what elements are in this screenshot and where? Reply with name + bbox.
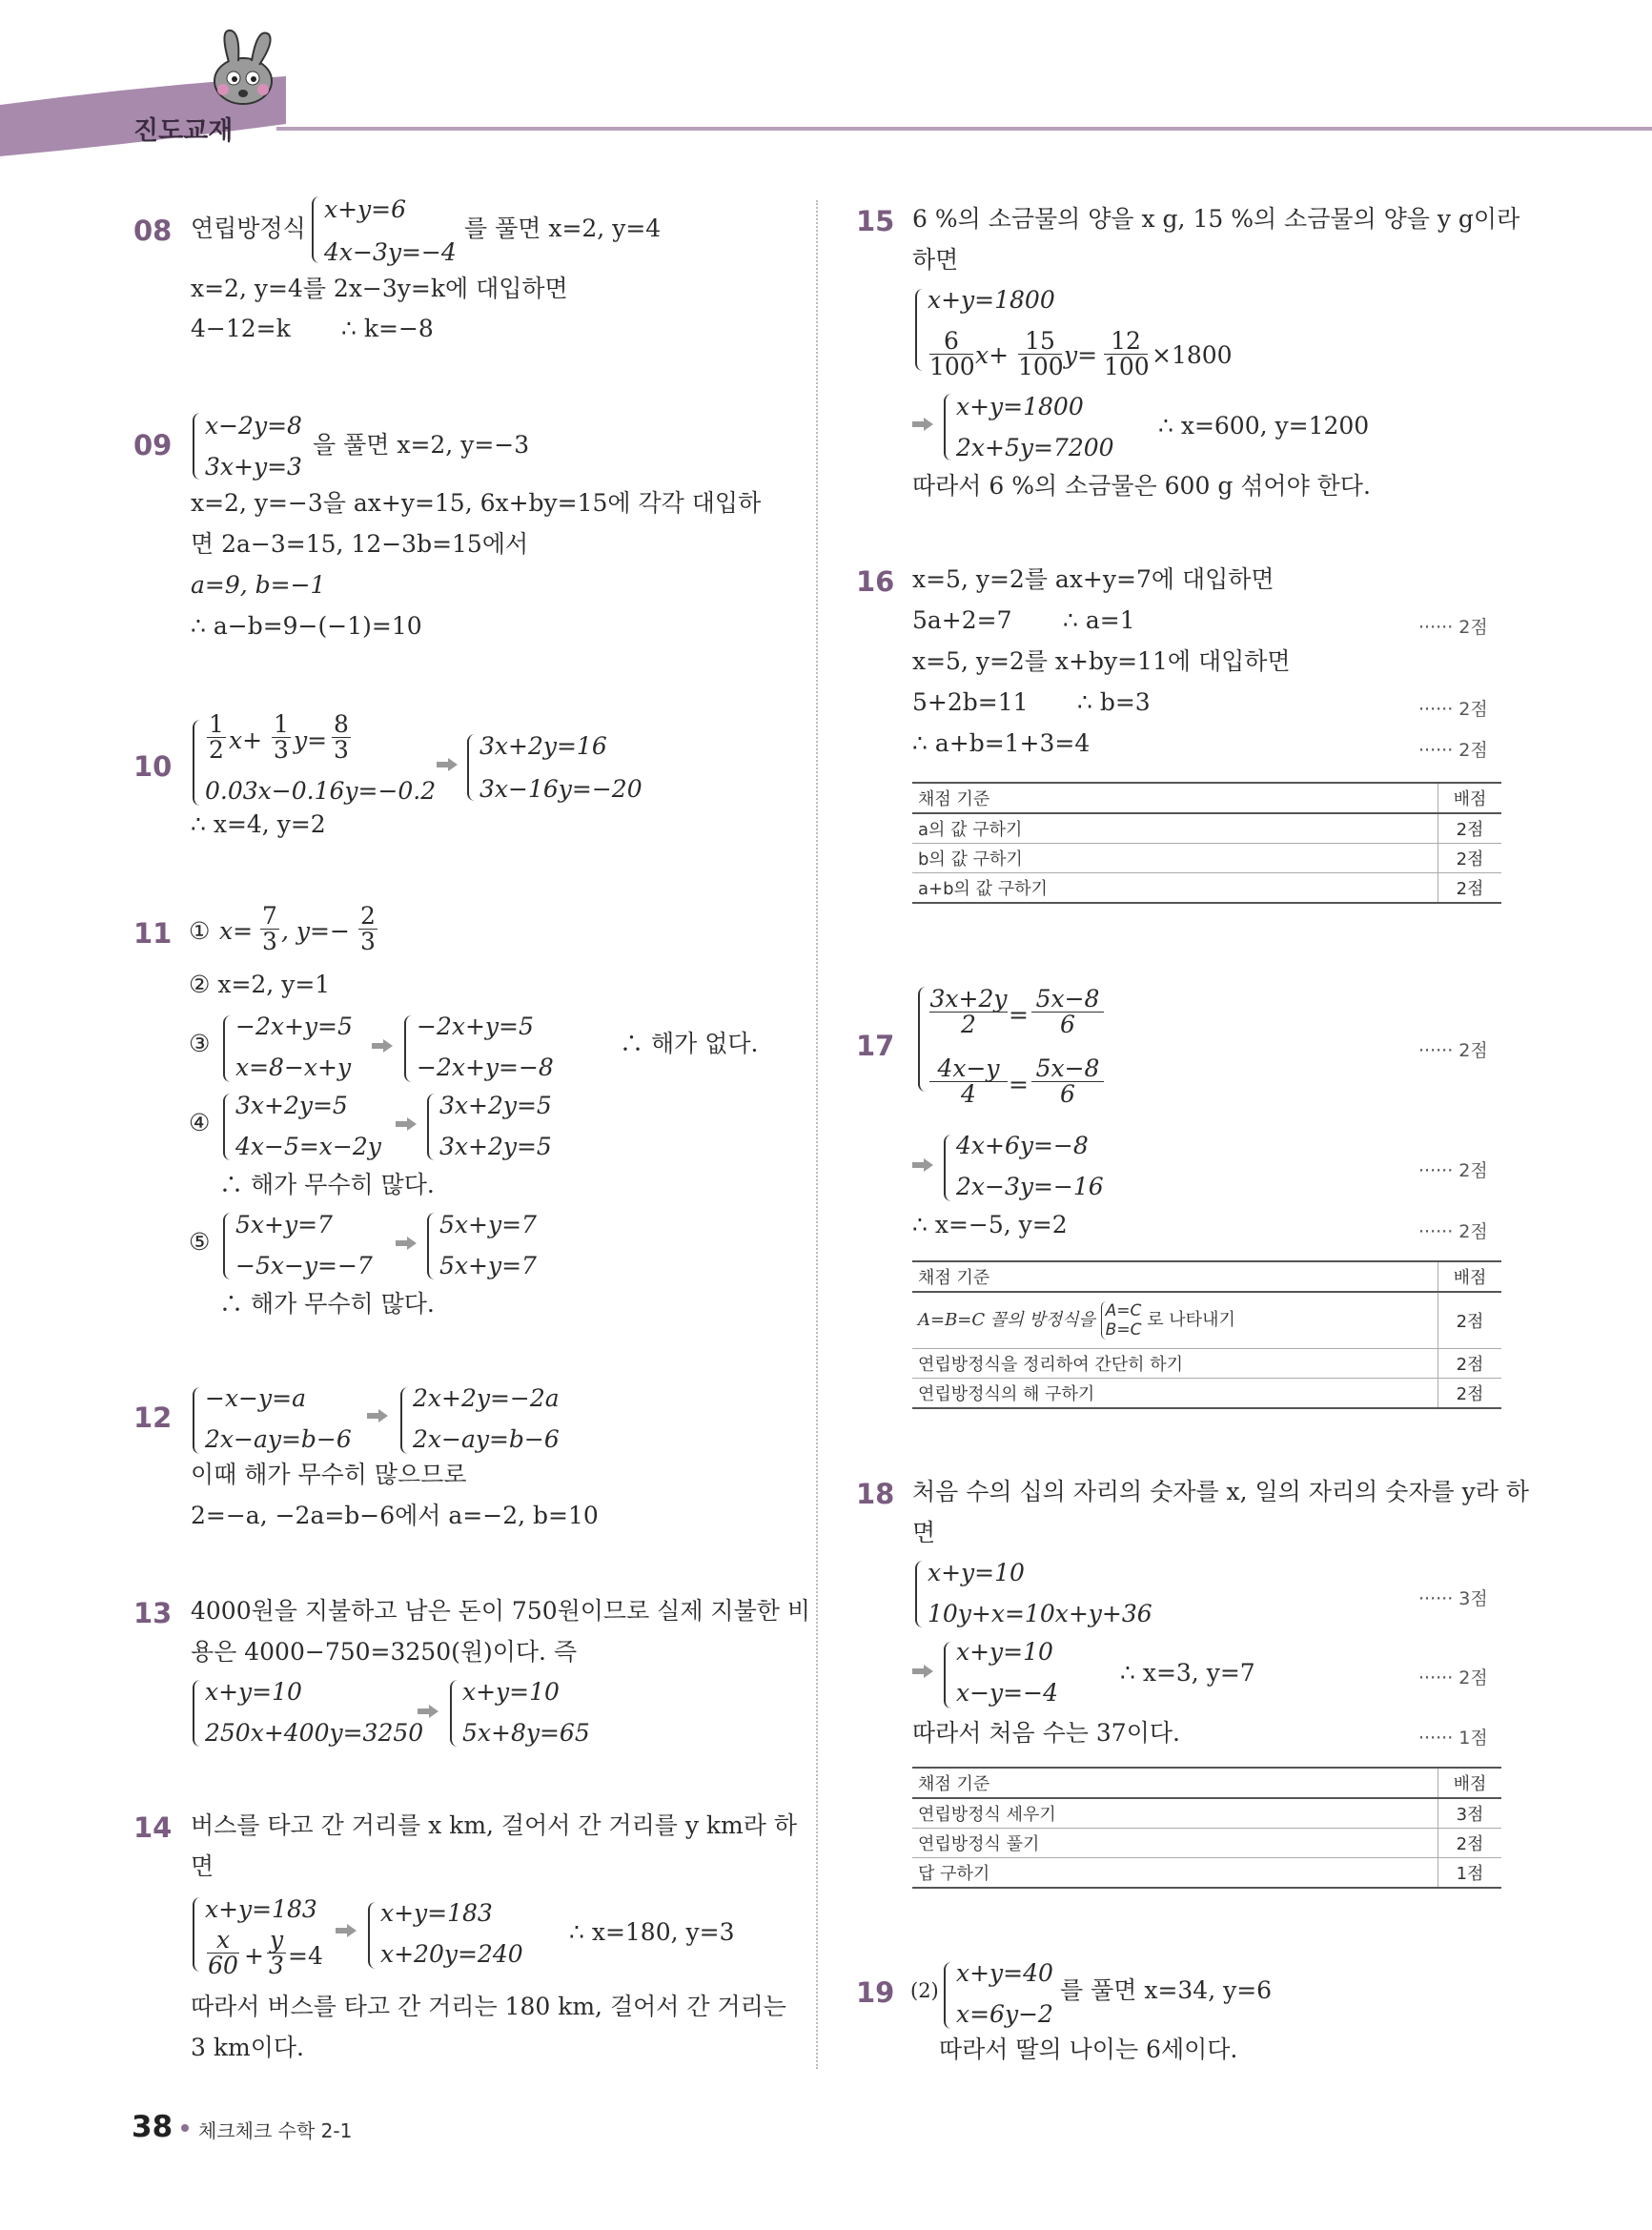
- table-row: [912, 1379, 1501, 1409]
- problem-number: 10: [133, 750, 173, 783]
- equation: x+y=6: [324, 195, 407, 223]
- right-arrow-icon: [367, 1409, 388, 1422]
- choice-marker: ④: [189, 1109, 211, 1136]
- right-arrow-icon: [418, 1705, 438, 1718]
- score-points: ······ 3점: [1418, 1588, 1488, 1609]
- fraction: [207, 712, 226, 763]
- equation: x+y=10: [462, 1678, 560, 1706]
- equation: 2x−ay=b−6: [413, 1425, 560, 1453]
- table-cell: [912, 1292, 1438, 1349]
- equation-part: =: [1009, 1001, 1029, 1029]
- numerator: 8: [334, 710, 349, 738]
- equation-part: ×1800: [1152, 341, 1233, 369]
- text-line: x=5, y=2를 ax+y=7에 대입하면: [912, 565, 1275, 593]
- numerator: 1: [274, 710, 289, 738]
- answer-text: ∴ 해가 무수히 많다.: [219, 1290, 435, 1318]
- answer-text: ∴ 해가 없다.: [620, 1030, 759, 1057]
- score-points: ······ 2점: [1418, 740, 1488, 761]
- system-brace: [193, 1387, 200, 1454]
- table-header: 채점 기준: [912, 1768, 1438, 1798]
- equation: x−y=−4: [956, 1679, 1058, 1707]
- equation: 5x+y=7: [439, 1252, 537, 1279]
- denominator: 6: [1031, 1081, 1104, 1107]
- choice-line: ② x=2, y=1: [189, 971, 331, 998]
- table-cell: 2점: [1438, 813, 1502, 844]
- table-cell: 연립방정식을 정리하여 간단히 하기: [912, 1349, 1438, 1379]
- text-line: 따라서 6 %의 소금물은 600 g 섞어야 한다.: [912, 472, 1371, 500]
- text-line: 6 %의 소금물의 양을 x g, 15 %의 소금물의 양을 y g이라: [912, 205, 1520, 233]
- text-line: 버스를 타고 간 거리를 x km, 걸어서 간 거리를 y km라 하: [191, 1811, 797, 1839]
- text-line: 면: [912, 1519, 936, 1546]
- choice-marker: ①: [189, 917, 211, 945]
- text-line: 처음 수의 십의 자리의 숫자를 x, 일의 자리의 숫자를 y라 하: [912, 1478, 1529, 1505]
- bullet-dot-icon: [181, 2124, 189, 2132]
- table-cell: 2점: [1438, 844, 1502, 873]
- equation: 2x−3y=−16: [956, 1173, 1104, 1200]
- equation: x=8−x+y: [235, 1054, 352, 1081]
- page-number: 38: [132, 2110, 173, 2144]
- equation: x+y=1800: [928, 286, 1055, 314]
- equation: 2x+2y=−2a: [413, 1384, 560, 1412]
- equation: 3x−16y=−20: [479, 775, 642, 803]
- table-cell: 3점: [1438, 1798, 1502, 1829]
- numerator: 7: [262, 902, 277, 930]
- fraction: [929, 987, 1008, 1037]
- text-line: 연립방정식: [191, 215, 306, 242]
- equation-part: x+: [229, 726, 263, 754]
- fraction: [332, 712, 351, 763]
- fraction: [272, 712, 291, 763]
- equation: 4x−3y=−4: [324, 238, 457, 266]
- equation: 5x+y=7: [235, 1211, 333, 1238]
- text-line: 면: [191, 1852, 214, 1880]
- problem-number: 14: [133, 1811, 173, 1844]
- problem-number: 09: [133, 429, 173, 461]
- text-line: 이때 해가 무수히 많으므로: [191, 1461, 467, 1488]
- problem-number: 12: [133, 1401, 173, 1434]
- equation: 3x+2y=5: [439, 1133, 552, 1160]
- fraction: [207, 1928, 239, 1978]
- table-row: [912, 1349, 1501, 1379]
- denominator: 3: [358, 929, 377, 954]
- table-cell: 2점: [1438, 1349, 1502, 1379]
- equation: 250x+400y=3250: [205, 1719, 424, 1747]
- table-cell: b의 값 구하기: [912, 844, 1438, 873]
- equation-part: y=: [294, 726, 328, 754]
- denominator: 2: [207, 737, 226, 763]
- system-brace: [944, 1962, 951, 2029]
- denominator: 3: [260, 929, 279, 954]
- system-brace: [368, 1902, 376, 1969]
- criterion-eq: B=C: [1105, 1320, 1142, 1340]
- right-arrow-icon: [912, 1158, 933, 1172]
- numerator: 3x+2y: [929, 985, 1008, 1013]
- system-brace: [193, 1680, 200, 1747]
- header-rule: [276, 127, 1652, 131]
- table-cell: a의 값 구하기: [912, 813, 1438, 844]
- text-line: ∴ k=−8: [341, 315, 434, 342]
- system-brace: [400, 1387, 408, 1454]
- table-row: [912, 1858, 1501, 1889]
- numerator: 15: [1025, 327, 1055, 355]
- numerator: 12: [1111, 327, 1141, 355]
- numerator: 5x−8: [1035, 1054, 1100, 1082]
- text-line: 따라서 버스를 타고 간 거리는 180 km, 걸어서 간 거리는: [191, 1993, 786, 2020]
- answer-text: ∴ x=600, y=1200: [1158, 412, 1370, 440]
- denominator: 3: [272, 737, 291, 763]
- system-brace: [427, 1094, 435, 1160]
- score-points: ······ 2점: [1418, 1040, 1488, 1061]
- right-arrow-icon: [396, 1237, 417, 1250]
- denominator: 4: [929, 1081, 1008, 1107]
- grading-table: [912, 1767, 1501, 1889]
- table-cell: 연립방정식 세우기: [912, 1798, 1438, 1829]
- text-line: a=9, b=−1: [191, 571, 326, 599]
- numerator: 2: [360, 902, 376, 930]
- equation: x+y=40: [956, 1959, 1053, 1987]
- system-brace: [450, 1680, 458, 1747]
- equation: −x−y=a: [205, 1384, 306, 1412]
- system-brace: [944, 1135, 951, 1201]
- fraction: [1031, 1056, 1104, 1107]
- sub-question-label: (2): [910, 1979, 939, 2002]
- score-points: ······ 2점: [1418, 1221, 1488, 1242]
- score-points: ······ 1점: [1418, 1728, 1488, 1749]
- right-arrow-icon: [437, 758, 458, 771]
- table-cell: a+b의 값 구하기: [912, 873, 1438, 904]
- problem-number: 13: [133, 1597, 173, 1629]
- text-line: 2=−a, −2a=b−6에서 a=−2, b=10: [191, 1502, 599, 1529]
- denominator: 100: [929, 353, 975, 380]
- system-brace: [915, 1561, 923, 1627]
- grading-table: [912, 782, 1501, 904]
- answer-text: ∴ x=3, y=7: [1120, 1659, 1255, 1687]
- equation: x+y=183: [205, 1895, 317, 1923]
- table-header: 배점: [1438, 1261, 1502, 1292]
- equation: 2x−ay=b−6: [205, 1425, 352, 1453]
- right-arrow-icon: [396, 1117, 417, 1131]
- equation: 3x+y=3: [205, 453, 302, 481]
- equation-part: y=: [1064, 341, 1098, 369]
- system-brace: [193, 1897, 200, 1972]
- equation: 4x+6y=−8: [956, 1132, 1089, 1159]
- text-line: 면 2a−3=15, 12−3b=15에서: [191, 530, 529, 558]
- system-brace: [193, 413, 200, 480]
- equation-part: +: [244, 1942, 264, 1970]
- criterion-text: A=B=C 꼴의 방정식을: [918, 1310, 1095, 1330]
- system-brace: [404, 1015, 412, 1082]
- problem-number: 18: [856, 1478, 895, 1510]
- score-points: ······ 2점: [1418, 1160, 1488, 1181]
- equation: 5x+y=7: [439, 1211, 537, 1238]
- table-row: [912, 873, 1501, 904]
- fraction: [929, 329, 973, 379]
- bunny-mascot-icon: [191, 19, 296, 114]
- equation: 2x+5y=7200: [956, 434, 1114, 461]
- table-cell: 답 구하기: [912, 1858, 1438, 1889]
- criterion-text: 로 나타내기: [1147, 1310, 1235, 1330]
- system-brace: [223, 1213, 231, 1279]
- denominator: 3: [332, 737, 351, 763]
- equation: x+y=10: [928, 1559, 1025, 1586]
- problem-number: 08: [133, 215, 173, 247]
- fraction: [260, 904, 279, 954]
- table-header: 채점 기준: [912, 1261, 1438, 1292]
- right-arrow-icon: [912, 418, 933, 431]
- denominator: 100: [1104, 353, 1150, 380]
- table-cell: 1점: [1438, 1858, 1502, 1889]
- grading-table: [912, 1260, 1501, 1409]
- text-line: 용은 4000−750=3250(원)이다. 즉: [191, 1638, 578, 1666]
- equation: x−2y=8: [205, 412, 302, 440]
- right-arrow-icon: [912, 1665, 933, 1678]
- numerator: x: [215, 1926, 231, 1954]
- fraction: [1104, 329, 1148, 379]
- table-header: 배점: [1438, 1768, 1502, 1798]
- table-cell: 2점: [1438, 873, 1502, 904]
- text-line: x=5, y=2를 x+by=11에 대입하면: [912, 647, 1291, 675]
- text-line: x=2, y=4를 2x−3y=k에 대입하면: [191, 275, 568, 302]
- table-header: 채점 기준: [912, 783, 1438, 813]
- fraction: [1031, 987, 1104, 1037]
- equation: x=6y−2: [956, 2000, 1053, 2028]
- table-cell: 2점: [1438, 1292, 1502, 1349]
- equation-part: =4: [288, 1942, 323, 1970]
- text-line: ∴ b=3: [1077, 688, 1151, 716]
- choice-marker: ⑤: [189, 1228, 211, 1256]
- equation: −2x+y=−8: [417, 1054, 554, 1081]
- equation: x+y=10: [956, 1638, 1053, 1666]
- problem-number: 16: [856, 565, 895, 598]
- table-cell: 연립방정식의 해 구하기: [912, 1379, 1438, 1409]
- text-line: 4000원을 지불하고 남은 돈이 750원이므로 실제 지불한 비: [191, 1597, 810, 1625]
- table-row: [912, 813, 1501, 844]
- score-points: ······ 2점: [1418, 617, 1488, 638]
- header-label: 진도교재: [133, 116, 234, 146]
- denominator: 2: [929, 1012, 1008, 1037]
- equation: 5x+8y=65: [462, 1719, 590, 1747]
- equation: −5x−y=−7: [235, 1252, 373, 1279]
- table-row: [912, 1798, 1501, 1829]
- equation-part: x+: [975, 341, 1010, 369]
- criterion-eq: A=C: [1105, 1301, 1142, 1320]
- equation: x+y=1800: [956, 393, 1084, 420]
- text-line: 5+2b=11: [912, 688, 1029, 716]
- system-brace: [944, 1642, 951, 1708]
- table-row: [912, 1292, 1501, 1349]
- numerator: 5x−8: [1035, 985, 1100, 1013]
- fraction: [929, 1056, 1008, 1107]
- table-cell: 2점: [1438, 1379, 1502, 1409]
- text-line: 3 km이다.: [191, 2034, 304, 2061]
- text-line: 따라서 딸의 나이는 6세이다.: [939, 2036, 1238, 2063]
- table-row: [912, 1829, 1501, 1858]
- system-brace: [918, 987, 926, 1092]
- system-brace: [312, 196, 319, 263]
- text-line: 을 풀면 x=2, y=−3: [313, 431, 530, 459]
- text-line: ∴ x=4, y=2: [191, 810, 326, 838]
- score-points: ······ 2점: [1418, 699, 1488, 720]
- table-cell: 2점: [1438, 1829, 1502, 1858]
- text-line: ∴ a+b=1+3=4: [912, 729, 1091, 757]
- system-brace: [193, 720, 200, 806]
- fraction: [358, 904, 377, 954]
- choice-marker: ③: [189, 1030, 211, 1057]
- table-row: [912, 844, 1501, 873]
- equation: 3x+2y=16: [479, 732, 607, 760]
- equation: 3x+2y=5: [235, 1092, 348, 1119]
- numerator: y: [269, 1926, 284, 1954]
- text-line: 따라서 처음 수는 37이다.: [912, 1719, 1180, 1747]
- equation: 0.03x−0.16y=−0.2: [205, 777, 437, 805]
- text-line: ∴ a=1: [1063, 606, 1135, 634]
- text-line: 하면: [912, 246, 959, 274]
- denominator: 3: [267, 1953, 286, 1978]
- answer-text: ∴ x=−5, y=2: [912, 1211, 1068, 1238]
- numerator: 4x−y: [937, 1054, 1000, 1082]
- system-brace: [915, 289, 923, 371]
- equation: 4x−5=x−2y: [235, 1133, 381, 1160]
- book-title: 체크체크 수학 2-1: [198, 2119, 353, 2142]
- equation: x+20y=240: [380, 1940, 523, 1968]
- system-brace: [467, 734, 475, 801]
- problem-number: 19: [856, 1976, 895, 2009]
- problem-number: 11: [133, 917, 173, 950]
- text-line: 4−12=k: [191, 315, 291, 342]
- answer-text: ∴ 해가 무수히 많다.: [219, 1171, 435, 1198]
- equation: −2x+y=5: [417, 1013, 534, 1040]
- column-divider: [816, 200, 818, 2069]
- problem-number: 15: [856, 205, 895, 237]
- text-line: 를 풀면 x=34, y=6: [1060, 1976, 1273, 2004]
- system-brace: [427, 1213, 435, 1279]
- equation: 10y+x=10x+y+36: [928, 1600, 1152, 1627]
- equation-part: =: [1009, 1071, 1029, 1098]
- denominator: 60: [208, 1952, 238, 1979]
- equation: x+y=183: [380, 1899, 493, 1927]
- fraction: [267, 1928, 286, 1978]
- text-line: ∴ a−b=9−(−1)=10: [191, 612, 422, 640]
- equation: −2x+y=5: [235, 1013, 353, 1040]
- equation-part: , y=−: [281, 917, 350, 945]
- right-arrow-icon: [372, 1039, 393, 1053]
- criterion-system: [1101, 1301, 1142, 1340]
- score-points: ······ 2점: [1418, 1667, 1488, 1688]
- denominator: 100: [1018, 353, 1064, 380]
- table-cell: 연립방정식 풀기: [912, 1829, 1438, 1858]
- text-line: 5a+2=7: [912, 606, 1012, 634]
- text-line: 를 풀면 x=2, y=4: [464, 215, 662, 242]
- text-line: x=2, y=−3을 ax+y=15, 6x+by=15에 각각 대입하: [191, 489, 762, 517]
- right-arrow-icon: [336, 1924, 357, 1937]
- numerator: 1: [209, 710, 224, 738]
- answer-text: ∴ x=180, y=3: [569, 1918, 735, 1946]
- equation: x+y=10: [205, 1678, 302, 1706]
- equation-part: x=: [219, 917, 254, 945]
- table-header: 배점: [1438, 783, 1502, 813]
- equation: 3x+2y=5: [439, 1092, 552, 1119]
- system-brace: [223, 1015, 231, 1082]
- system-brace: [944, 394, 951, 460]
- fraction: [1018, 329, 1062, 379]
- system-brace: [223, 1094, 231, 1160]
- numerator: 6: [944, 327, 959, 355]
- denominator: 6: [1031, 1012, 1104, 1037]
- problem-number: 17: [856, 1030, 895, 1062]
